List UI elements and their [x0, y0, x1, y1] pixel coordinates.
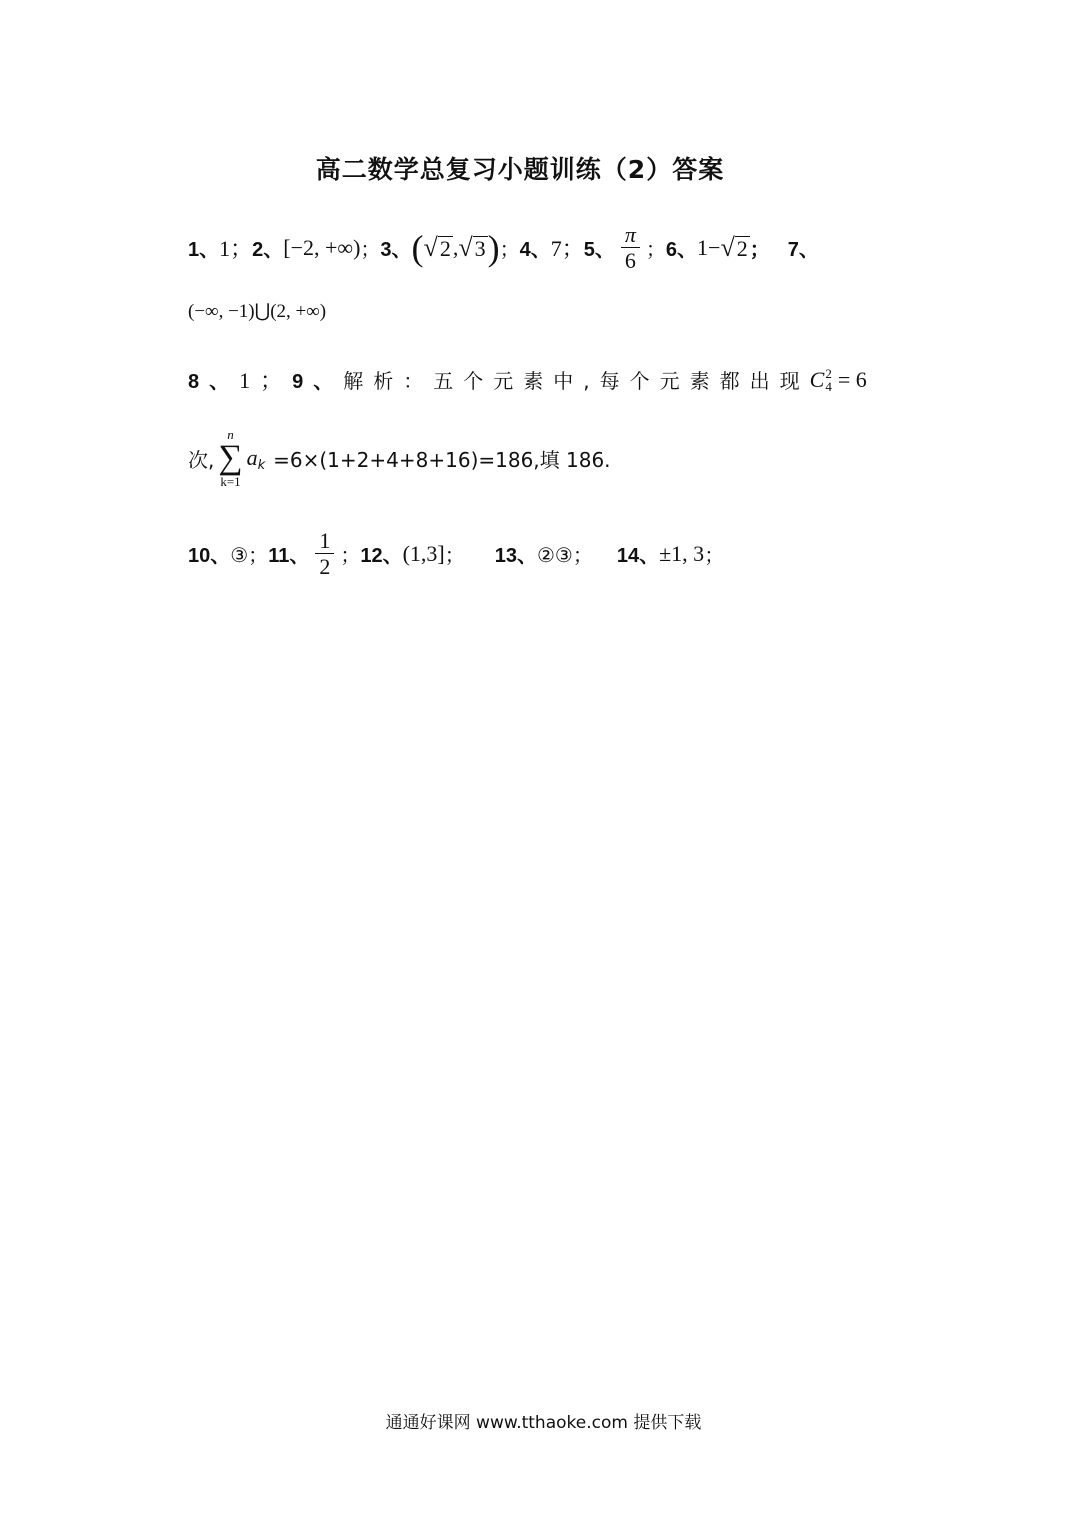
q2-number: 2、	[252, 239, 284, 262]
q9-explanation: 解析：五个元素中,每个元素都出现	[343, 369, 810, 393]
q9-combination-sup: 2	[825, 365, 832, 381]
q1-answer: 1；	[219, 236, 253, 262]
q8-answer: 1；	[239, 368, 293, 393]
q9-combination-symbol: C	[809, 366, 825, 392]
q12-answer: (1,3]	[402, 540, 445, 566]
q5-numerator: π	[621, 222, 640, 248]
answer-line-5	[188, 528, 724, 580]
q8-number: 8、	[188, 371, 240, 393]
q3-separator: ；	[499, 237, 520, 262]
q13-answer: ②③；	[537, 543, 593, 568]
q11-separator: ；	[340, 543, 361, 568]
q11-numerator: 1	[315, 528, 334, 554]
sigma-icon: ∑	[218, 439, 243, 476]
q11-number: 11、	[268, 545, 310, 568]
q9-combination-sub: 4	[825, 378, 832, 394]
q9-number: 9、	[292, 371, 344, 393]
answer-line-2	[188, 300, 326, 323]
sum-upper: n	[227, 427, 234, 442]
sum-lower: k=1	[220, 474, 241, 489]
q5-denominator: 6	[624, 248, 636, 274]
q10-answer: ③；	[230, 543, 269, 568]
q7-number: 7、	[787, 239, 819, 262]
q5-separator: ；	[645, 237, 666, 262]
q6-number: 6、	[665, 239, 698, 262]
q3-radicand-2: 3	[474, 235, 486, 261]
q11-denominator: 2	[319, 554, 331, 580]
q3-sqrt-1: √ 2	[423, 232, 451, 262]
q9-combination-indices	[825, 367, 832, 393]
q3-open-paren: (	[411, 227, 424, 268]
q14-number: 14、	[616, 545, 660, 568]
q2-answer: [−2, +∞)	[283, 234, 361, 260]
q3-comma: ,	[452, 234, 459, 260]
q6-sqrt: √ 2	[720, 232, 748, 262]
q9-lead: 次,	[188, 447, 215, 472]
answer-line-4	[188, 428, 611, 488]
q14-answer: ±1, 3	[659, 540, 705, 566]
q10-number: 10、	[188, 545, 231, 568]
q3-close-paren: )	[487, 227, 500, 268]
answer-line-1	[188, 222, 819, 274]
q6-radicand: 2	[736, 235, 748, 261]
q9-result: =6×(1+2+4+8+16)=186,填 186.	[273, 447, 611, 472]
q4-answer: 7；	[550, 236, 584, 262]
q4-number: 4、	[519, 239, 551, 262]
page-footer: 通通好课网 www.tthaoke.com 提供下载	[385, 1413, 702, 1433]
q11-fraction	[315, 528, 334, 580]
page-title: 高二数学总复习小题训练（2）答案	[315, 155, 725, 184]
q9-equals: = 6	[837, 366, 867, 392]
q13-number: 13、	[494, 545, 537, 568]
q1-number: 1、	[188, 239, 220, 262]
q3-radicand-1: 2	[439, 235, 451, 261]
q14-separator: ；	[704, 543, 725, 568]
summation	[218, 428, 242, 488]
q5-number: 5、	[583, 239, 615, 262]
q6-separator: ；	[749, 239, 770, 262]
q5-fraction	[621, 222, 640, 274]
q12-number: 12、	[360, 545, 403, 568]
q2-separator: ；	[360, 237, 381, 262]
sum-term-sub: k	[257, 457, 266, 473]
sum-term: a	[246, 445, 258, 470]
q3-number: 3、	[380, 239, 412, 262]
q3-sqrt-2: √ 3	[458, 232, 486, 262]
q6-prefix: 1−	[697, 234, 721, 260]
answer-line-3	[188, 364, 867, 395]
q12-separator: ；	[444, 543, 465, 568]
q7-answer: (−∞, −1)⋃(2, +∞)	[188, 301, 327, 322]
